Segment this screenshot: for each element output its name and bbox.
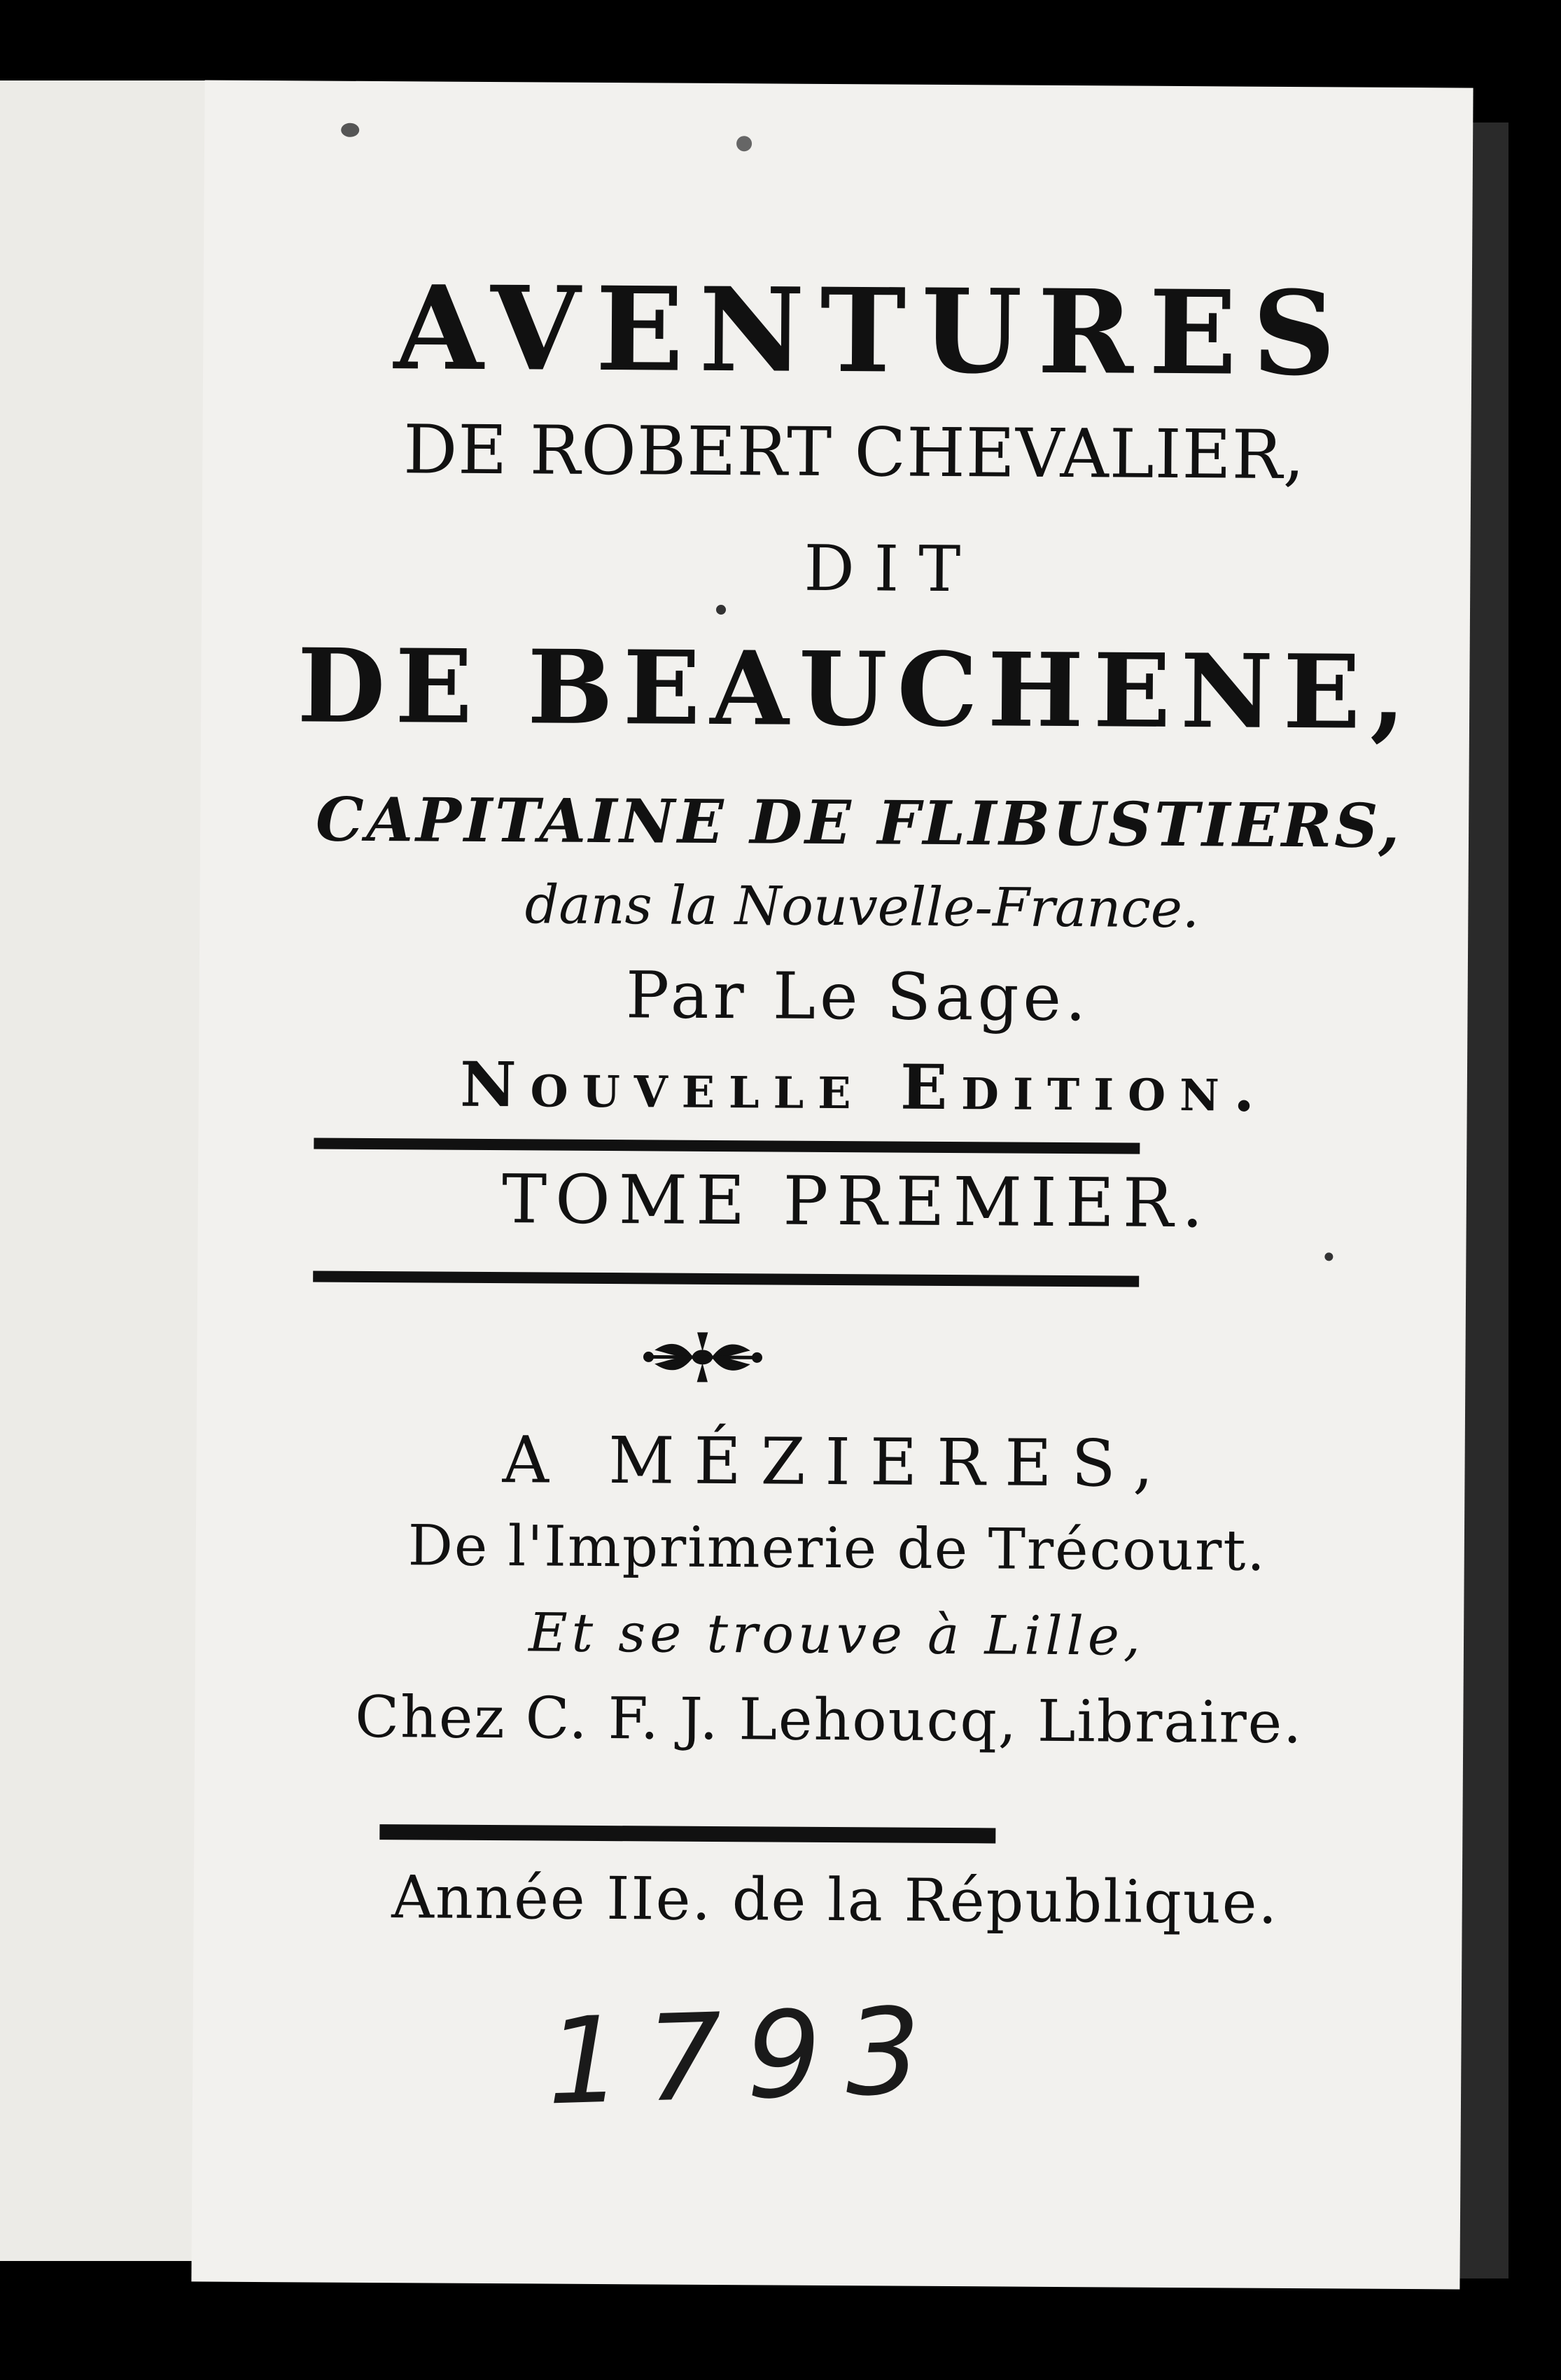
book-title-name: DE BEAUCHENE,	[297, 626, 1416, 753]
imprint-sold-at: Et se trouve à Lille,	[528, 1601, 1145, 1667]
book-title-role: CAPITAINE DE FLIBUSTIERS,	[315, 784, 1403, 862]
imprint-city: A MÉZIERES,	[502, 1422, 1173, 1502]
edition-line: Nouvelle Edition.	[459, 1047, 1269, 1126]
imprint-date: Année IIe. de la République.	[391, 1863, 1279, 1937]
book-subtitle: DE ROBERT CHEVALIER,	[402, 410, 1306, 495]
imprint-printer: De l'Imprimerie de Trécourt.	[407, 1513, 1267, 1583]
left-facing-page	[0, 80, 214, 2261]
paper-speck	[1324, 1252, 1333, 1261]
book-title-dit: DIT	[804, 531, 981, 607]
bottom-rule	[379, 1824, 995, 1843]
title-page	[191, 80, 1473, 2289]
author-line: Par Le Sage.	[625, 958, 1091, 1036]
volume-line: TOME PREMIER.	[501, 1160, 1212, 1243]
book-title: AVENTURES	[393, 260, 1352, 402]
middle-rule	[313, 1270, 1139, 1287]
book-title-place: dans la Nouvelle-France.	[524, 873, 1200, 940]
paper-speck	[341, 123, 359, 137]
paper-speck	[716, 605, 726, 615]
top-rule	[314, 1138, 1140, 1154]
handwritten-year: 1793	[545, 1982, 947, 2132]
fleuron-ornament-icon	[641, 1325, 764, 1389]
paper-speck	[736, 136, 752, 151]
imprint-bookseller: Chez C. F. J. Lehoucq, Libraire.	[355, 1684, 1303, 1757]
